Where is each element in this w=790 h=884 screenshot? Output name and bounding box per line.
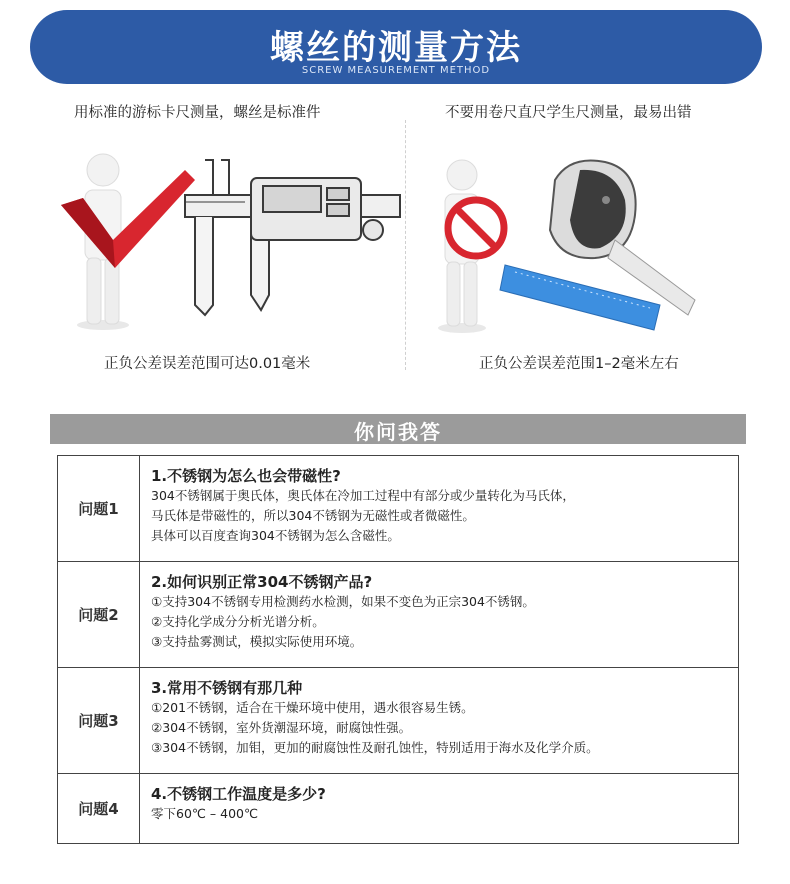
qa-table — [57, 455, 739, 844]
question-text: 4.不锈钢工作温度是多少? — [151, 785, 326, 803]
answer-line: ②支持化学成分分析光谱分析。 — [151, 614, 325, 629]
answer-line: ①201不锈钢，适合在干燥环境中使用，遇水很容易生锈。 — [151, 700, 474, 715]
caliper-illustration — [55, 140, 405, 340]
page-subtitle: SCREW MEASUREMENT METHOD — [301, 65, 491, 76]
tape-measure-illustration — [420, 140, 720, 340]
question-cell — [140, 562, 739, 668]
answer-line: 马氏体是带磁性的，所以304不锈钢为无磁性或者微磁性。 — [151, 508, 475, 523]
table-row — [58, 562, 739, 668]
question-text: 2.如何识别正常304不锈钢产品? — [151, 573, 373, 591]
question-cell — [140, 774, 739, 844]
left-bottom-caption: 正负公差误差范围可达0.01毫米 — [104, 356, 311, 372]
question-cell — [140, 456, 739, 562]
right-bottom-caption: 正负公差误差范围1–2毫米左右 — [479, 356, 679, 372]
answer-line: 零下60℃ – 400℃ — [151, 806, 259, 821]
answer-line: 具体可以百度查询304不锈钢为怎么含磁性。 — [151, 528, 400, 543]
table-row — [58, 456, 739, 562]
qa-section-header — [50, 414, 746, 444]
question-label: 问题2 — [58, 562, 140, 668]
table-row — [58, 668, 739, 774]
answer-line: ③304不锈钢，加钼，更加的耐腐蚀性及耐孔蚀性，特别适用于海水及化学介质。 — [151, 740, 599, 755]
prohibition-icon — [448, 200, 504, 256]
vernier-caliper-icon — [185, 160, 400, 315]
panel-divider — [405, 120, 406, 370]
question-text: 3.常用不锈钢有那几种 — [151, 679, 303, 697]
header-banner — [30, 10, 762, 84]
right-top-caption: 不要用卷尺直尺学生尺测量，最易出错 — [445, 105, 692, 121]
answer-line: ③支持盐雾测试，模拟实际使用环境。 — [151, 634, 363, 649]
question-label: 问题4 — [58, 774, 140, 844]
answer-line: 304不锈钢属于奥氏体，奥氏体在冷加工过程中有部分或少量转化为马氏体， — [151, 488, 575, 503]
qa-title: 你问我答 — [354, 420, 442, 444]
question-cell — [140, 668, 739, 774]
left-top-caption: 用标准的游标卡尺测量，螺丝是标准件 — [74, 105, 321, 121]
question-label: 问题3 — [58, 668, 140, 774]
answer-line: ①支持304不锈钢专用检测药水检测，如果不变色为正宗304不锈钢。 — [151, 594, 535, 609]
table-row — [58, 774, 739, 844]
question-text: 1.不锈钢为怎么也会带磁性? — [151, 467, 341, 485]
answer-line: ②304不锈钢，室外货潮湿环境，耐腐蚀性强。 — [151, 720, 412, 735]
page-title: 螺丝的测量方法 — [270, 28, 522, 68]
question-label: 问题1 — [58, 456, 140, 562]
